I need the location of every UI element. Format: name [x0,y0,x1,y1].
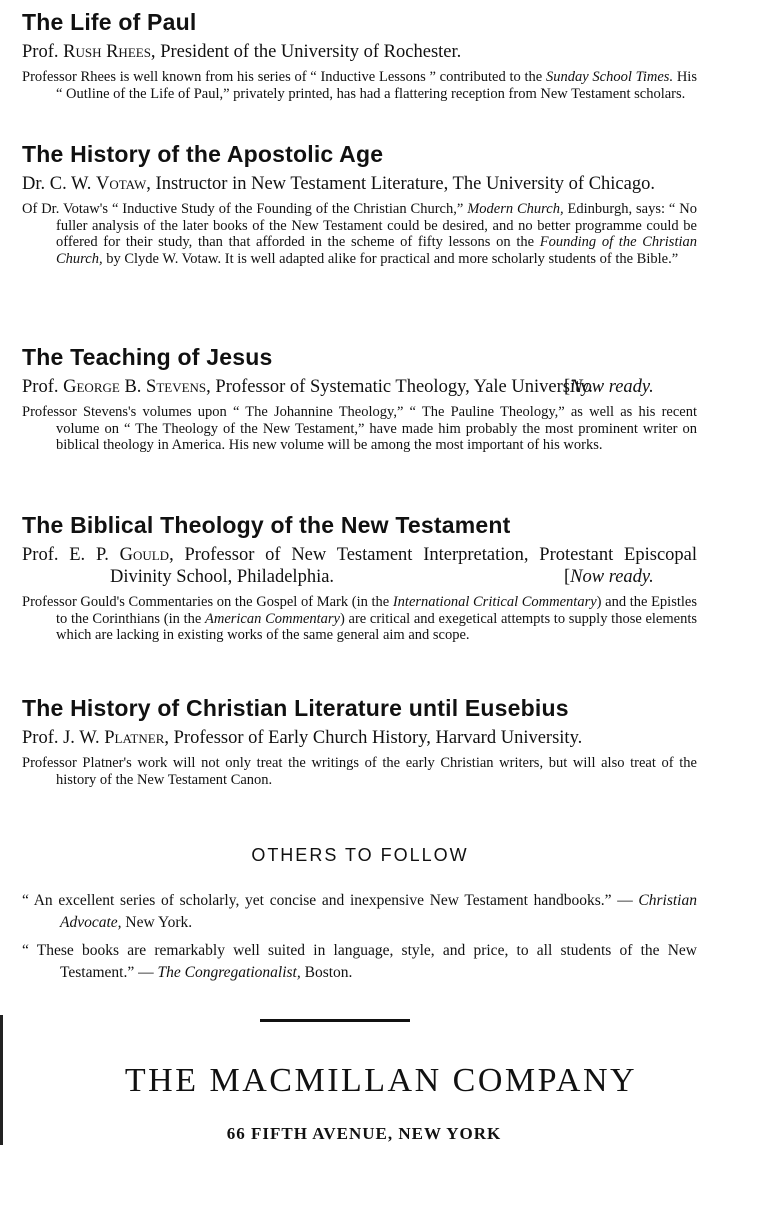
book-title: The Biblical Theology of the New Testament [22,512,511,538]
others-to-follow-heading: OTHERS TO FOLLOW [251,845,469,865]
author-role: Instructor in New Testament Literature, The University of Chicago. [155,174,655,194]
book-title: The Life of Paul [22,9,197,35]
desc-text: Edinburgh, says: “ No fuller analysis of the later books of the New Testament could be desired, and no better programme could be offered for their study, than that afforded in the scheme of fifty lessons on the [56,201,697,251]
desc-italic: Sunday School Times. [545,69,674,85]
author-role: Professor of New Testament Interpretation, Protestant Episcopal Divinity School, Philadelphia. [110,545,698,587]
desc-text: ) and the Epistles to the Corinthians (in the [56,594,697,627]
book-description [22,594,697,644]
book-entry-apostolic-age [22,140,697,267]
book-description [22,201,697,267]
book-description [22,755,697,788]
author-prefix: Prof. E. P. [22,545,109,565]
author-prefix: Prof. J. W. [22,728,100,748]
desc-italic: Founding of the Christian Church, [56,234,697,267]
book-entry-biblical-theology [22,511,697,644]
desc-text: by Clyde W. Votaw. It is well adapted alike for practical and more scholarly students of the Bible.” [102,250,679,267]
author-role: Professor of Early Church History, Harvard University. [173,728,583,748]
publisher-name: THE MACMILLAN COMPANY [124,1062,638,1099]
author-prefix: Prof. [22,377,59,397]
book-title: The History of the Apostolic Age [22,141,384,167]
desc-italic: American Commentary [205,610,340,627]
author-line [22,173,697,195]
author-name: Gould, [119,545,174,565]
author-line [22,544,697,588]
publisher-address: 66 FIFTH AVENUE, NEW YORK [226,1124,502,1143]
desc-text: Professor Gould's Commentaries on the Gospel of Mark (in the [22,594,393,610]
author-name: Votaw, [96,174,151,194]
book-entry-christian-literature [22,694,697,788]
author-name: Rush Rhees, [63,42,156,62]
desc-text: Professor Stevens's volumes upon “ The Johannine Theology,” “ The Pauline Theology,” as well as his recent volume on “ The Theology of the New Testament,” have made him probably the most prominent writer on biblical theology in America. His new volume will be among the most important of his works. [22,404,697,454]
now-ready-tag: [ Now ready. [652,566,697,588]
book-description [22,404,697,454]
book-entry-life-of-paul [22,8,697,102]
desc-text: His “ Outline of the Life of Paul,” privately printed, has had a flattering reception from New Testament scholars. [56,69,697,102]
press-quote [22,890,697,934]
section-divider [260,1019,410,1022]
author-line [22,376,697,398]
desc-text: Professor Platner's work will not only treat the writings of the early Christian writers, but will also treat of the history of the New Testament Canon. [22,755,697,788]
author-prefix: Dr. C. W. [22,174,92,194]
quote-text: “ An excellent series of scholarly, yet concise and inexpensive New Testament handbooks.” — [22,892,639,909]
book-entry-teaching-of-jesus [22,343,697,454]
quote-text: “ These books are remarkably well suited in language, style, and price, to all students of the New Testament.” — [22,942,697,981]
desc-text: ) are critical and exegetical attempts to supply those elements which are lacking in existing works of the same general aim and scope. [56,610,698,644]
author-line [22,727,697,749]
desc-italic: Modern Church, [467,201,564,217]
author-role: President of the University of Rochester. [160,42,462,62]
author-name: Platner, [104,728,169,748]
quote-place: Boston. [300,964,353,981]
author-prefix: Prof. [22,42,59,62]
author-name: George B. Stevens, [63,377,211,397]
press-quotes [22,890,697,990]
book-description [22,69,697,102]
desc-text: Professor Rhees is well known from his series of “ Inductive Lessons ” contributed to the [22,69,546,85]
desc-italic: International Critical Commentary [392,594,597,610]
author-role: Professor of Systematic Theology, Yale University. [215,377,593,397]
press-quote [22,940,697,984]
author-line [22,41,697,63]
quote-place: New York. [121,914,193,931]
book-title: The History of Christian Literature until Eusebius [22,695,569,721]
quote-source: The Congregationalist, [157,964,301,981]
quote-source: Christian Advocate, [60,892,697,931]
book-title: The Teaching of Jesus [22,344,273,370]
now-ready-tag: [ Now ready. [652,376,697,398]
desc-text: Of Dr. Votaw's “ Inductive Study of the Founding of the Christian Church,” [22,201,468,217]
